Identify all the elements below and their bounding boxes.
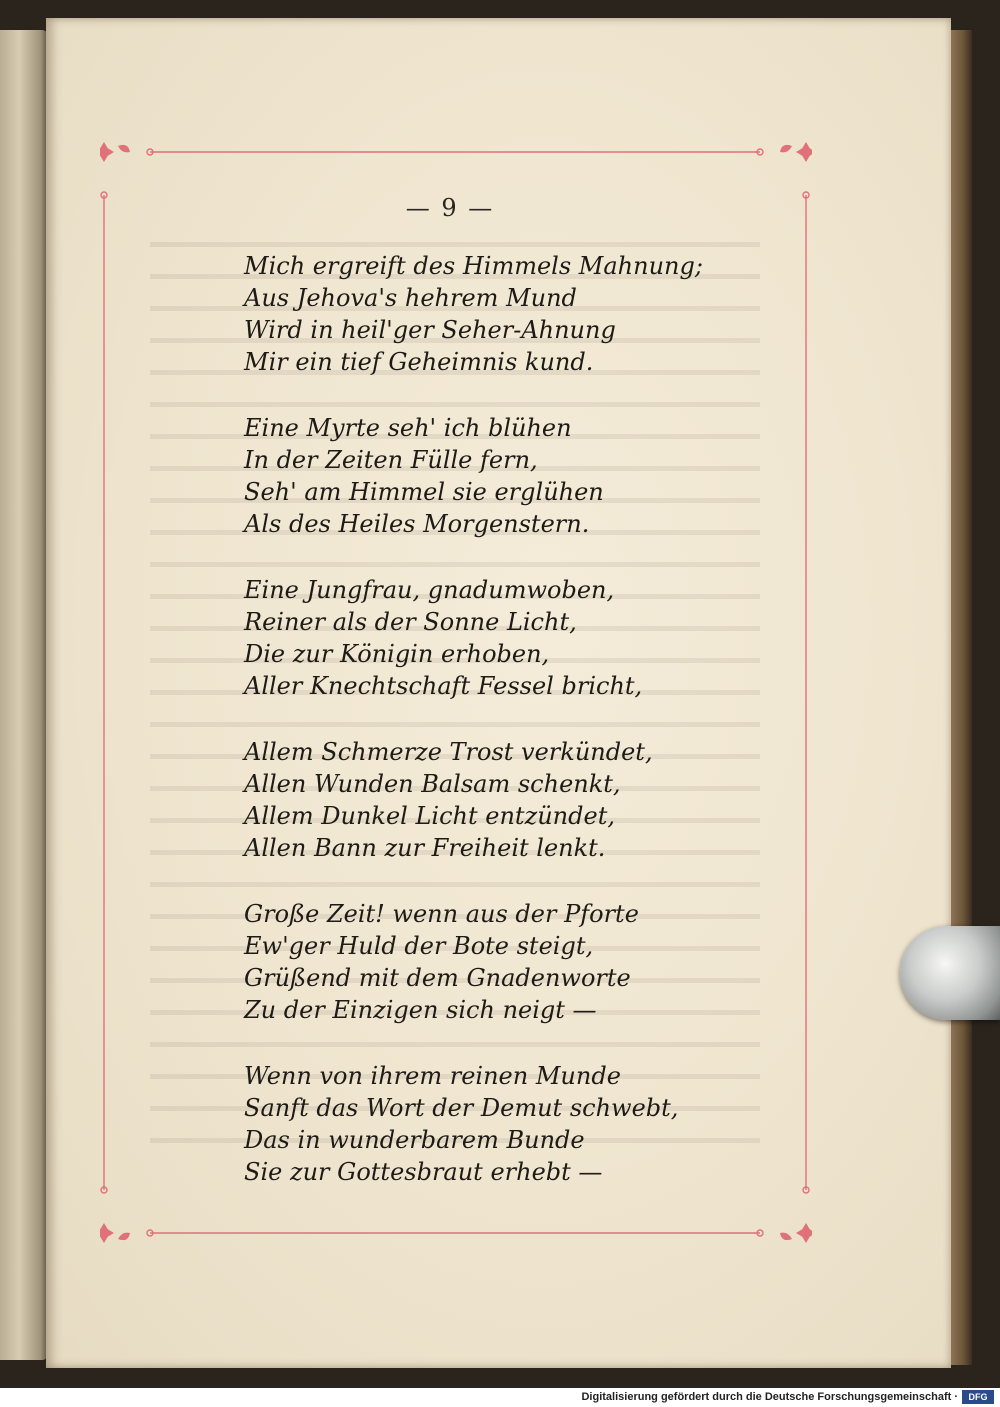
page-clamp (900, 926, 1000, 1020)
poem-line: Eine Jungfrau, gnadumwoben, (244, 576, 615, 604)
poem-line: Grüßend mit dem Gnadenworte (244, 964, 631, 992)
book-edge (950, 30, 972, 1365)
poem-line: Große Zeit! wenn aus der Pforte (244, 900, 639, 928)
poem-line: Allem Schmerze Trost verkündet, (244, 738, 653, 766)
funding-credit: Digitalisierung gefördert durch die Deutsche Forschungsgemeinschaft · (581, 1391, 958, 1403)
poem-line: Allen Wunden Balsam schenkt, (244, 770, 621, 798)
poem-line: Reiner als der Sonne Licht, (244, 608, 577, 636)
poem (244, 250, 764, 1222)
page-number: — 9 — (405, 194, 495, 222)
poem-line: Sie zur Gottesbraut erhebt — (244, 1158, 603, 1186)
poem-line: Als des Heiles Morgenstern. (244, 510, 590, 538)
stanza (244, 412, 764, 540)
stanza (244, 898, 764, 1026)
facing-page-edge (0, 30, 48, 1360)
poem-line: Eine Myrte seh' ich blühen (244, 414, 572, 442)
poem-line: Allen Bann zur Freiheit lenkt. (244, 834, 606, 862)
poem-line: Mir ein tief Geheimnis kund. (244, 348, 594, 376)
poem-line: In der Zeiten Fülle fern, (244, 446, 538, 474)
stanza (244, 574, 764, 702)
poem-line: Wird in heil'ger Seher-Ahnung (244, 316, 616, 344)
stanza (244, 250, 764, 378)
poem-line: Das in wunderbarem Bunde (244, 1126, 585, 1154)
stanza (244, 736, 764, 864)
poem-line: Mich ergreift des Himmels Mahnung; (244, 252, 703, 280)
dfg-logo: DFG (962, 1390, 994, 1404)
poem-line: Allem Dunkel Licht entzündet, (244, 802, 615, 830)
stanza (244, 1060, 764, 1188)
poem-line: Wenn von ihrem reinen Munde (244, 1062, 621, 1090)
poem-line: Die zur Königin erhoben, (244, 640, 550, 668)
poem-line: Ew'ger Huld der Bote steigt, (244, 932, 594, 960)
poem-line: Zu der Einzigen sich neigt — (244, 996, 597, 1024)
poem-line: Aller Knechtschaft Fessel bricht, (244, 672, 643, 700)
poem-line: Seh' am Himmel sie erglühen (244, 478, 604, 506)
poem-line: Aus Jehova's hehrem Mund (244, 284, 577, 312)
poem-line: Sanft das Wort der Demut schwebt, (244, 1094, 679, 1122)
